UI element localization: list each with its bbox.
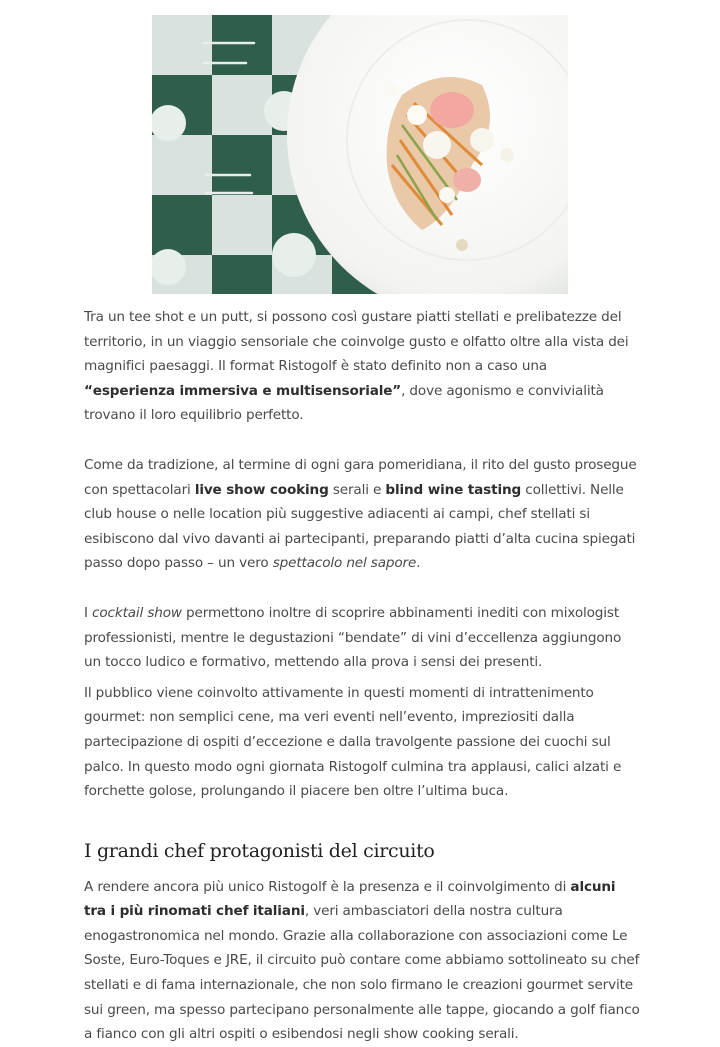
text-run: collettivi. Nelle club house o nelle location più suggestive adiacenti ai campi, chef stellati si esibiscono dal vivo davanti ai partecipanti, preparando piatti d’alta cucina spiegati passo dopo passo – un vero [84,481,636,572]
section-paragraph [84,875,640,1047]
emphasis-italic: cocktail show [92,604,182,621]
text-run: A rendere ancora più unico Ristogolf è la presenza e il coinvolgimento di [84,878,571,895]
text-run: serali e [328,481,386,498]
emphasis-bold: “esperienza immersiva e multisensoriale” [84,382,402,399]
plated-dish-photo-icon [152,15,568,294]
emphasis-italic: spettacolo nel sapore [272,555,417,572]
emphasis-bold: live show cooking [194,481,329,498]
text-run: , dove agonismo e convivialità trovano il loro equilibrio perfetto. [84,382,604,424]
text-run: I [84,604,93,621]
text-run: Il pubblico viene coinvolto attivamente in questi momenti di intrattenimento gourmet: non semplici cene, ma veri eventi nell’evento, impreziositi dalla partecipazione di ospiti d’eccezione e dalla travolgente passione dei cuochi sul palco. In questo modo ogni giornata Ristogolf culmina tra applausi, calici alzati e forchette golose, prolungando il piacere ben oltre l’ultima buca. [84,684,622,800]
hero-image [152,15,568,294]
text-run: , veri ambasciatori della nostra cultura enogastronomica nel mondo. Grazie alla collaborazione con associazioni come Le Soste, Euro-Toques e JRE, il circuito può contare come abbiamo sottolineato su chef stellati e di fama internazionale, che non solo firmano le creazioni gourmet servite sui green, ma spesso partecipano personalmente alle tappe, giocando a golf fianco a fianco con gli altri ospiti o esibendosi negli show cooking serali. [84,903,640,1043]
text-run: . [416,555,421,572]
paragraph-4 [84,681,640,804]
text-run: permettono inoltre di scoprire abbinamenti inediti con mixologist professionisti, mentre le degustazioni “bendate” di vini d’eccellenza aggiungono un tocco ludico e formativo, mettendo alla prova i sensi dei presenti. [84,604,622,671]
emphasis-bold: alcuni tra i più rinomati chef italiani [84,878,616,920]
paragraph-1 [84,305,640,428]
text-run: Come da tradizione, al termine di ogni gara pomeridiana, il rito del gusto prosegue con spettacolari [84,456,637,498]
paragraph-2 [84,453,640,576]
text-run: Tra un tee shot e un putt, si possono così gustare piatti stellati e prelibatezze del territorio, in un viaggio sensoriale che coinvolge gusto e olfatto oltre alla vista dei magnifici paesaggi. Il format Ristogolf è stato definito non a caso una [84,309,629,375]
emphasis-bold: blind wine tasting [385,481,522,498]
article-body [84,305,640,1047]
paragraph-3 [84,601,640,675]
section-heading: I grandi chef protagonisti del circuito [84,839,435,862]
